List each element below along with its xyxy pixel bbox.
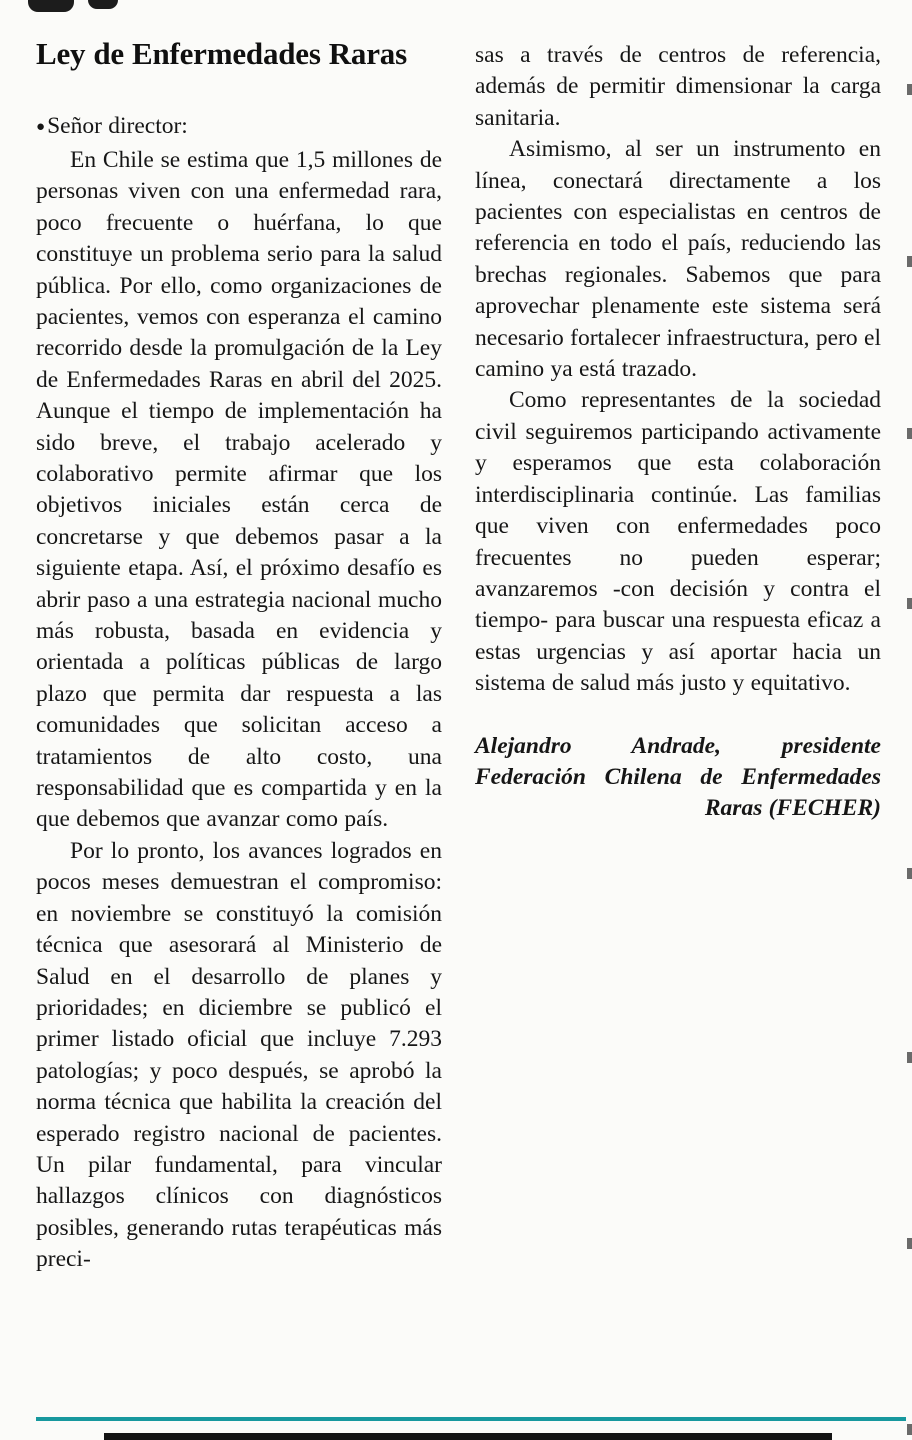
right-column — [475, 38, 881, 1276]
scan-edge-mark — [907, 1052, 912, 1063]
salutation-line — [36, 111, 442, 143]
paragraph: Como representantes de la sociedad civil seguiremos participando activamente y esperamos que esta colaboración interdisciplinaria continúe. Las familias que viven con enfermedades poco frecuentes no pueden esperar; avanzaremos -con decisión y contra el tiempo- para buscar una respuesta eficaz a estas urgencias y así aportar hacia un sistema de salud más justo y equitativo. — [475, 387, 881, 697]
article-title: Ley de Enfermedades Raras — [36, 36, 407, 71]
paragraph: En Chile se estima que 1,5 millones de personas viven con una enfermedad rara, poco frecuente o huérfana, lo que constituye un problema serio para la salud pública. Por ello, como organizaciones de pacientes, vemos con esperanza el camino recorrido desde la promulgación de la Ley de Enfermedades Raras en abril del 2025. Aunque el tiempo de implementación ha sido breve, el trabajo acelerado y colaborativo permite afirmar que los objetivos iniciales están cerca de concretarse y que debemos pasar a la siguiente etapa. Así, el próximo desafío es abrir paso a una estrategia nacional mucho más robusta, basada en evidencia y orientada a políticas públicas de largo plazo que permita dar respuesta a las comunidades que solicitan acceso a tratamientos de alto costo, una responsabilidad que es compartida y en la que debemos que avanzar como país. — [36, 146, 442, 833]
teal-divider-rule — [36, 1417, 906, 1421]
cropped-logo-fragment — [88, 0, 118, 9]
scan-edge-mark — [907, 428, 912, 439]
bottom-black-bar — [104, 1433, 832, 1440]
scan-edge-mark — [907, 1424, 912, 1435]
bullet-icon: ● — [36, 118, 46, 135]
signature: Alejandro Andrade, presidente Federación Chilena de Enfermedades Raras (FECHER) — [475, 732, 881, 822]
scan-edge-mark — [907, 256, 912, 267]
paragraph: Asimismo, al ser un instrumento en línea, conectará directamente a los pacientes con especialistas en centros de referencia en todo el país, reduciendo las brechas regionales. Sabemos que para aprovechar plenamente este sistema será necesario fortalecer infraestructura, pero el camino ya está trazado. — [475, 136, 881, 383]
article-columns — [36, 38, 882, 1276]
paragraph: Por lo pronto, los avances logrados en pocos meses demuestran el compromiso: en noviembre se constituyó la comisión técnica que asesorará al Ministerio de Salud en el desarrollo de planes y prioridades; en diciembre se publicó el primer listado oficial que incluye 7.293 patologías; y poco después, se aprobó la norma técnica que habilita la creación del esperado registro nacional de pacientes. Un pilar fundamental, para vincular hallazgos clínicos con diagnósticos posibles, generando rutas terapéuticas más preci- — [36, 837, 442, 1273]
left-column — [36, 38, 442, 1276]
scan-edge-mark — [907, 598, 912, 609]
salutation-text: Señor director: — [47, 112, 188, 139]
scan-edge-mark — [907, 84, 912, 95]
scan-edge-mark — [907, 1238, 912, 1249]
cropped-logo-fragment — [28, 0, 74, 12]
scan-edge-mark — [907, 868, 912, 879]
paragraph: sas a través de centros de referencia, además de permitir dimensionar la carga sanitaria. — [475, 42, 881, 131]
